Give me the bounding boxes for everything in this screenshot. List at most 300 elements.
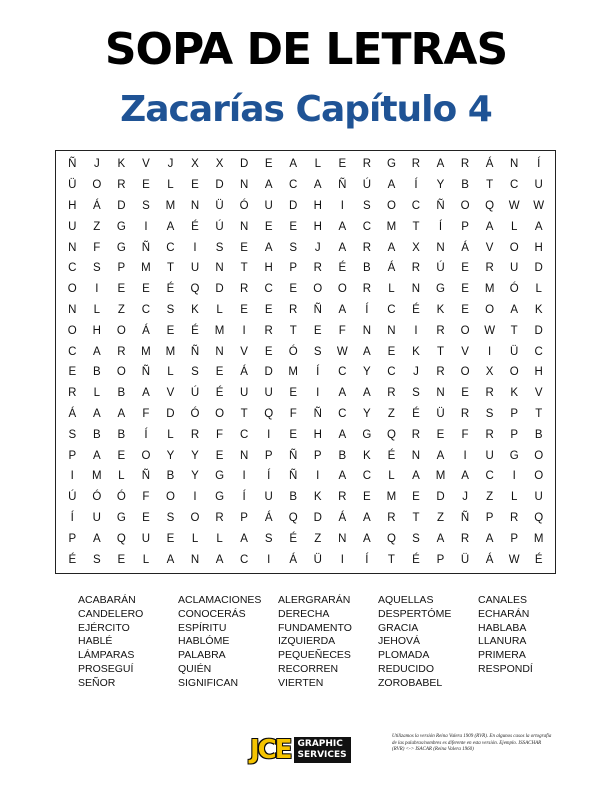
grid-cell: S bbox=[92, 553, 101, 566]
grid-cell: A bbox=[436, 449, 445, 462]
grid-cell: O bbox=[190, 511, 200, 524]
grid-cell: Á bbox=[461, 241, 469, 254]
grid-cell: Í bbox=[365, 303, 369, 316]
grid-cell: P bbox=[436, 553, 445, 566]
grid-cell: E bbox=[117, 283, 126, 296]
grid-cell: C bbox=[411, 199, 421, 212]
word-item: QUIÉN bbox=[178, 662, 212, 675]
grid-cell: A bbox=[289, 158, 298, 171]
grid-cell: Á bbox=[289, 553, 298, 566]
grid-cell: Ñ bbox=[141, 366, 151, 379]
grid-cell: R bbox=[460, 407, 470, 420]
grid-cell: Q bbox=[386, 428, 396, 441]
grid-cell: G bbox=[362, 428, 372, 441]
grid-cell: E bbox=[68, 366, 77, 379]
grid-cell: T bbox=[289, 324, 297, 337]
grid-cell: Z bbox=[93, 220, 101, 233]
grid-cell: D bbox=[534, 262, 543, 275]
grid-cell: Q bbox=[264, 407, 274, 420]
grid-cell: E bbox=[117, 449, 126, 462]
grid-cell: E bbox=[264, 220, 273, 233]
grid-cell: L bbox=[167, 179, 174, 192]
grid-cell: W bbox=[508, 199, 520, 212]
grid-cell: J bbox=[93, 158, 100, 171]
grid-cell: S bbox=[92, 262, 101, 275]
grid-cell: D bbox=[166, 407, 175, 420]
grid-cell: C bbox=[338, 407, 347, 420]
grid-cell: É bbox=[166, 283, 175, 296]
grid-cell: O bbox=[165, 491, 175, 504]
word-list bbox=[78, 594, 578, 691]
grid-cell: R bbox=[436, 366, 445, 379]
grid-cell: M bbox=[141, 262, 151, 275]
grid-cell: A bbox=[92, 532, 101, 545]
grid-cell: A bbox=[92, 345, 101, 358]
grid-cell: Ñ bbox=[289, 449, 298, 462]
grid-cell: F bbox=[142, 407, 150, 420]
grid-cell: K bbox=[117, 158, 126, 171]
word-item: SIGNIFICAN bbox=[178, 676, 239, 689]
grid-cell: A bbox=[313, 179, 322, 192]
grid-cell: B bbox=[461, 179, 469, 192]
word-item: ALERGRARÁN bbox=[278, 594, 351, 606]
grid-cell: Á bbox=[240, 366, 248, 379]
grid-cell: A bbox=[338, 241, 347, 254]
grid-cell: F bbox=[93, 241, 101, 254]
grid-cell: N bbox=[436, 387, 445, 400]
grid-cell: O bbox=[534, 449, 544, 462]
grid-cell: C bbox=[68, 262, 77, 275]
grid-cell: A bbox=[436, 532, 445, 545]
grid-cell: H bbox=[313, 428, 322, 441]
grid-cell: Í bbox=[242, 491, 246, 504]
grid-cell: Ü bbox=[313, 553, 322, 566]
word-item: JEHOVÁ bbox=[378, 635, 421, 648]
grid-cell: S bbox=[142, 199, 150, 212]
grid-cell: A bbox=[363, 345, 371, 358]
grid-cell: E bbox=[191, 179, 199, 192]
grid-cell: I bbox=[242, 470, 246, 483]
grid-cell: M bbox=[386, 220, 397, 233]
word-item: PROSEGUÍ bbox=[78, 662, 134, 675]
grid-cell: T bbox=[387, 553, 395, 566]
grid-cell: S bbox=[215, 241, 224, 254]
grid-cell: C bbox=[264, 283, 273, 296]
grid-cell: Í bbox=[438, 220, 443, 233]
grid-cell: N bbox=[411, 449, 421, 462]
grid-cell: E bbox=[289, 428, 298, 441]
grid-cell: C bbox=[68, 345, 77, 358]
grid-cell: R bbox=[362, 241, 372, 254]
grid-cell: L bbox=[510, 220, 518, 233]
grid-cell: M bbox=[92, 470, 102, 483]
grid-cell: T bbox=[486, 179, 494, 192]
grid-cell: F bbox=[289, 407, 297, 420]
grid-cell: T bbox=[412, 220, 420, 233]
grid-cell: F bbox=[338, 324, 346, 337]
word-item: CANDELERO bbox=[78, 607, 144, 620]
grid-cell: D bbox=[264, 366, 273, 379]
grid-cell: Ú bbox=[68, 491, 77, 504]
grid-cell: I bbox=[193, 241, 197, 254]
word-item: HABLÓME bbox=[178, 635, 230, 648]
grid-cell: Ú bbox=[436, 262, 445, 275]
grid-cell: C bbox=[485, 470, 494, 483]
grid-cell: Ó bbox=[288, 345, 298, 358]
word-item: IZQUIERDA bbox=[278, 635, 336, 648]
word-item: CANALES bbox=[478, 594, 528, 606]
grid-cell: A bbox=[338, 220, 347, 233]
grid-cell: A bbox=[166, 220, 175, 233]
grid-cell: T bbox=[437, 345, 445, 358]
grid-cell: B bbox=[338, 449, 347, 462]
grid-cell: P bbox=[117, 262, 126, 275]
grid-cell: F bbox=[461, 428, 469, 441]
grid-cell: C bbox=[534, 345, 543, 358]
grid-cell: G bbox=[436, 283, 445, 296]
grid-cell: E bbox=[264, 345, 273, 358]
grid-cell: N bbox=[239, 179, 249, 192]
grid-cell: E bbox=[215, 449, 224, 462]
grid-cell: U bbox=[92, 511, 101, 524]
grid-cell: W bbox=[533, 199, 545, 212]
grid-cell: L bbox=[167, 366, 174, 379]
grid-cell: P bbox=[510, 428, 518, 441]
grid-cell: R bbox=[68, 387, 77, 400]
grid-cell: É bbox=[68, 553, 77, 566]
word-item: HABLÉ bbox=[78, 635, 113, 648]
grid-cell: O bbox=[67, 324, 77, 337]
grid-cell: E bbox=[142, 283, 150, 296]
grid-cell: Í bbox=[365, 553, 369, 566]
grid-cell: A bbox=[338, 303, 347, 316]
word-item: PALABRA bbox=[178, 649, 226, 662]
grid-cell: U bbox=[534, 491, 543, 504]
grid-cell: B bbox=[117, 387, 126, 400]
grid-cell: T bbox=[535, 407, 543, 420]
grid-cell: Ü bbox=[460, 553, 470, 566]
grid-cell: L bbox=[93, 303, 101, 316]
grid-cell: U bbox=[190, 262, 200, 275]
logo-mark: JCE bbox=[250, 735, 291, 765]
grid-cell: I bbox=[193, 491, 197, 504]
word-item: DESPERTÓME bbox=[378, 607, 452, 620]
grid-cell: E bbox=[363, 491, 371, 504]
grid-cell: S bbox=[313, 345, 322, 358]
grid-cell: O bbox=[67, 283, 77, 296]
grid-cell: V bbox=[485, 241, 494, 254]
grid-cell: Q bbox=[386, 532, 396, 545]
grid-cell: A bbox=[387, 179, 396, 192]
page-subtitle: Zacarías Capítulo 4 bbox=[120, 89, 492, 130]
grid-cell: P bbox=[510, 407, 518, 420]
grid-cell: Ñ bbox=[313, 303, 322, 316]
grid-cell: L bbox=[216, 303, 223, 316]
grid-cell: K bbox=[436, 303, 445, 316]
grid-cell: N bbox=[68, 303, 77, 316]
grid-cell: N bbox=[387, 324, 396, 337]
grid-cell: A bbox=[485, 220, 494, 233]
grid-cell: X bbox=[412, 241, 420, 254]
grid-cell: C bbox=[510, 179, 519, 192]
grid-cell: N bbox=[239, 220, 249, 233]
grid-cell: R bbox=[485, 262, 494, 275]
grid-cell: C bbox=[362, 470, 372, 483]
grid-cell: U bbox=[239, 387, 249, 400]
word-item: PLOMADA bbox=[378, 649, 430, 662]
grid-cell: H bbox=[534, 241, 543, 254]
grid-cell: R bbox=[362, 283, 372, 296]
grid-cell: S bbox=[166, 511, 175, 524]
grid-cell: P bbox=[68, 449, 77, 462]
grid-cell: I bbox=[316, 387, 320, 400]
grid-cell: O bbox=[386, 199, 396, 212]
grid-cell: P bbox=[264, 449, 273, 462]
grid-cell: I bbox=[488, 345, 492, 358]
grid-cell: Y bbox=[363, 366, 371, 379]
grid-cell: U bbox=[264, 387, 273, 400]
grid-cell: Z bbox=[117, 303, 125, 316]
grid-cell: R bbox=[117, 345, 126, 358]
grid-cell: A bbox=[92, 449, 101, 462]
grid-cell: Ñ bbox=[141, 241, 151, 254]
grid-cell: W bbox=[336, 345, 348, 358]
grid-cell: Ó bbox=[190, 407, 200, 420]
grid-cell: E bbox=[289, 220, 298, 233]
page-title: SOPA DE LETRAS bbox=[104, 24, 508, 75]
grid-cell: Ó bbox=[92, 491, 102, 504]
grid-cell: Ú bbox=[215, 220, 224, 233]
grid-cell: L bbox=[142, 553, 150, 566]
grid-cell: É bbox=[338, 262, 347, 275]
grid-cell: A bbox=[142, 387, 150, 400]
grid-cell: G bbox=[215, 491, 225, 504]
grid-cell: R bbox=[460, 532, 470, 545]
grid-cell: O bbox=[92, 179, 102, 192]
grid-cell: É bbox=[412, 553, 420, 566]
grid-cell: D bbox=[313, 511, 322, 524]
grid-cell: Í bbox=[267, 470, 271, 483]
word-item: GRACIA bbox=[378, 621, 419, 634]
grid-cell: T bbox=[166, 262, 174, 275]
grid-cell: B bbox=[534, 428, 543, 441]
grid-cell: N bbox=[510, 158, 519, 171]
grid-cell: U bbox=[534, 179, 543, 192]
grid-cell: E bbox=[289, 387, 298, 400]
grid-cell: K bbox=[510, 387, 518, 400]
grid-cell: I bbox=[70, 470, 74, 483]
grid-cell: M bbox=[435, 470, 446, 483]
grid-cell: O bbox=[509, 241, 519, 254]
grid-cell: Ñ bbox=[68, 158, 77, 171]
grid-cell: T bbox=[240, 407, 248, 420]
grid-cell: N bbox=[411, 283, 421, 296]
grid-cell: I bbox=[242, 324, 246, 337]
grid-cell: G bbox=[509, 449, 519, 462]
grid-cell: M bbox=[165, 199, 176, 212]
grid-cell: V bbox=[166, 387, 175, 400]
grid-cell: I bbox=[95, 283, 99, 296]
grid-cell: Q bbox=[485, 199, 495, 212]
grid-cell: N bbox=[190, 553, 200, 566]
grid-cell: Ñ bbox=[338, 179, 347, 192]
grid-cell: C bbox=[387, 366, 396, 379]
grid-cell: A bbox=[387, 241, 396, 254]
grid-cell: L bbox=[388, 470, 395, 483]
grid-cell: P bbox=[510, 532, 518, 545]
grid-cell: A bbox=[92, 407, 101, 420]
grid-cell: N bbox=[215, 262, 224, 275]
grid-cell: X bbox=[485, 366, 494, 379]
grid-cell: Y bbox=[191, 470, 199, 483]
word-item: FUNDAMENTO bbox=[278, 621, 352, 634]
grid-cell: C bbox=[289, 179, 298, 192]
grid-cell: Ñ bbox=[141, 470, 151, 483]
grid-cell: R bbox=[387, 387, 396, 400]
grid-cell: A bbox=[338, 470, 347, 483]
grid-cell: A bbox=[240, 532, 248, 545]
grid-cell: L bbox=[216, 532, 223, 545]
word-item: PEQUEÑECES bbox=[278, 649, 351, 662]
grid-cell: E bbox=[313, 324, 322, 337]
grid-cell: E bbox=[264, 303, 273, 316]
grid-cell: A bbox=[166, 553, 175, 566]
letter-grid-box bbox=[55, 150, 556, 574]
grid-cell: Ñ bbox=[190, 345, 200, 358]
grid-cell: Á bbox=[142, 324, 150, 337]
grid-cell: E bbox=[461, 303, 469, 316]
grid-cell: O bbox=[215, 407, 225, 420]
grid-cell: C bbox=[239, 428, 249, 441]
grid-cell: D bbox=[239, 158, 249, 171]
grid-cell: E bbox=[461, 387, 469, 400]
grid-cell: D bbox=[117, 199, 126, 212]
grid-cell: R bbox=[362, 158, 372, 171]
grid-cell: H bbox=[313, 199, 322, 212]
grid-cell: A bbox=[510, 303, 518, 316]
grid-cell: A bbox=[363, 511, 371, 524]
grid-cell: V bbox=[240, 345, 248, 358]
grid-cell: Z bbox=[314, 532, 322, 545]
grid-cell: J bbox=[167, 158, 174, 171]
grid-cell: B bbox=[363, 262, 371, 275]
grid-cell: L bbox=[118, 470, 125, 483]
grid-cell: A bbox=[436, 158, 445, 171]
word-item: ZOROBABEL bbox=[378, 676, 443, 689]
grid-cell: A bbox=[215, 553, 224, 566]
grid-cell: H bbox=[92, 324, 101, 337]
grid-cell: X bbox=[191, 158, 199, 171]
grid-cell: K bbox=[191, 303, 199, 316]
grid-cell: R bbox=[289, 303, 298, 316]
grid-cell: M bbox=[165, 345, 176, 358]
grid-cell: B bbox=[166, 470, 175, 483]
grid-cell: B bbox=[92, 366, 101, 379]
grid-cell: U bbox=[264, 199, 273, 212]
grid-cell: Ú bbox=[190, 387, 200, 400]
grid-cell: I bbox=[267, 428, 271, 441]
grid-cell: Q bbox=[116, 532, 126, 545]
grid-cell: G bbox=[116, 220, 126, 233]
grid-cell: É bbox=[215, 387, 224, 400]
grid-cell: E bbox=[240, 303, 248, 316]
grid-cell: L bbox=[535, 283, 542, 296]
grid-cell: Ü bbox=[436, 407, 445, 420]
grid-cell: A bbox=[534, 220, 543, 233]
grid-cell: U bbox=[510, 262, 519, 275]
grid-cell: E bbox=[387, 345, 396, 358]
grid-cell: A bbox=[485, 532, 494, 545]
grid-cell: A bbox=[461, 470, 469, 483]
grid-cell: Ñ bbox=[313, 407, 322, 420]
grid-cell: U bbox=[141, 532, 151, 545]
grid-cell: A bbox=[363, 532, 371, 545]
grid-cell: O bbox=[534, 470, 544, 483]
grid-cell: I bbox=[414, 324, 418, 337]
grid-cell: I bbox=[340, 553, 344, 566]
grid-cell: H bbox=[534, 366, 543, 379]
grid-cell: A bbox=[363, 387, 371, 400]
grid-cell: Ñ bbox=[460, 511, 470, 524]
grid-cell: D bbox=[436, 491, 445, 504]
word-item: EJÉRCITO bbox=[78, 621, 130, 634]
grid-cell: O bbox=[460, 366, 470, 379]
grid-cell: M bbox=[288, 366, 298, 379]
word-item: ECHARÁN bbox=[478, 607, 530, 620]
grid-cell: H bbox=[264, 262, 273, 275]
word-item: RECORREN bbox=[278, 662, 339, 675]
grid-cell: É bbox=[191, 324, 199, 337]
word-item: AQUELLAS bbox=[378, 594, 434, 606]
grid-cell: T bbox=[240, 262, 248, 275]
grid-cell: É bbox=[289, 532, 298, 545]
grid-cell: K bbox=[534, 303, 543, 316]
grid-cell: É bbox=[191, 220, 199, 233]
grid-cell: R bbox=[338, 491, 347, 504]
grid-cell: M bbox=[533, 532, 544, 545]
grid-cell: Ó bbox=[116, 491, 126, 504]
grid-cell: N bbox=[362, 324, 372, 337]
grid-cell: E bbox=[142, 511, 150, 524]
grid-cell: É bbox=[412, 303, 420, 316]
word-item: HABLABA bbox=[478, 621, 527, 634]
grid-cell: N bbox=[68, 241, 77, 254]
grid-cell: É bbox=[534, 553, 543, 566]
grid-cell: J bbox=[413, 366, 419, 379]
grid-cell: A bbox=[264, 179, 273, 192]
grid-cell: C bbox=[362, 220, 372, 233]
grid-cell: M bbox=[141, 345, 151, 358]
grid-cell: M bbox=[386, 491, 397, 504]
grid-cell: E bbox=[240, 241, 248, 254]
grid-cell: O bbox=[509, 366, 519, 379]
grid-cell: W bbox=[484, 324, 496, 337]
grid-cell: A bbox=[264, 241, 273, 254]
grid-cell: E bbox=[215, 366, 224, 379]
grid-cell: R bbox=[117, 179, 126, 192]
grid-cell: R bbox=[215, 511, 224, 524]
grid-cell: R bbox=[436, 324, 445, 337]
grid-cell: É bbox=[387, 449, 396, 462]
grid-cell: Ñ bbox=[436, 199, 445, 212]
grid-cell: Í bbox=[414, 179, 418, 192]
grid-cell: S bbox=[412, 532, 420, 545]
grid-cell: L bbox=[388, 283, 395, 296]
word-item: LÁMPARAS bbox=[78, 649, 135, 662]
grid-cell: G bbox=[116, 511, 126, 524]
grid-cell: C bbox=[141, 303, 151, 316]
grid-cell: A bbox=[412, 470, 420, 483]
